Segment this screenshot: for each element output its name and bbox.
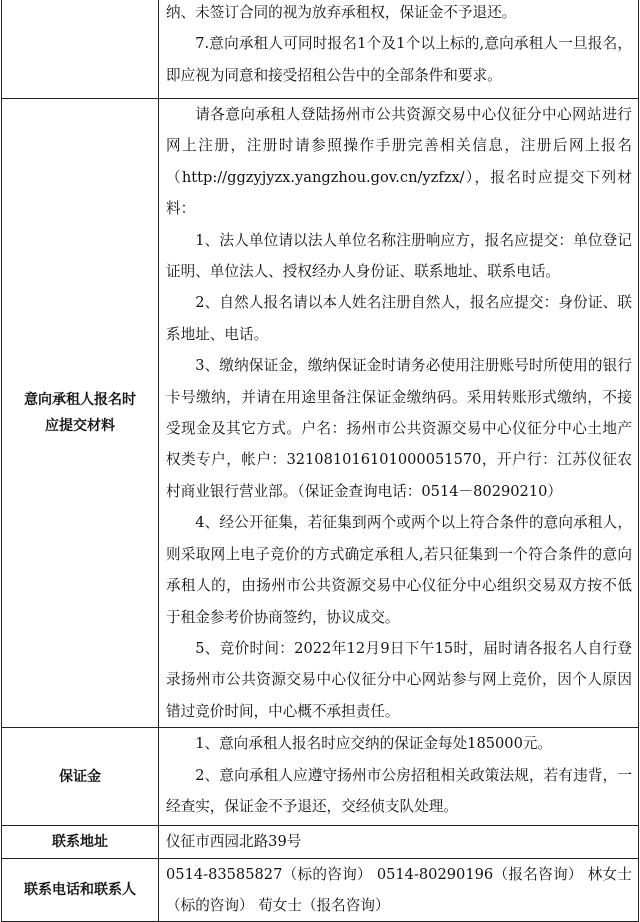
row-label: 联系电话和联系人: [2, 858, 159, 922]
paragraph: 2、意向承租人应遵守扬州市公房招租相关政策法规，若有违背，一经查实，保证金不予退还，交经侦支队处理。: [166, 766, 632, 815]
paragraph: 1、法人单位请以法人单位名称注册响应方，报名应提交：单位登记证明、单位法人、授权经办人身份证、联系地址、联系电话。: [166, 231, 632, 281]
paragraph: 0514-83585827（标的咨询） 0514-80290196（报名咨询） 林女士（标的咨询） 荀女士（报名咨询）: [166, 865, 632, 914]
table-row: [2, 826, 639, 858]
paragraph: 5、竞价时间：2022年12月9日下午15时，届时请各报名人自行登录扬州市公共资源交易中心仪征分中心网站参与网上竞价，因个人原因错过竞价时间，中心概不承担责任。: [166, 639, 632, 720]
row-label-empty: [2, 0, 159, 99]
notice-table: [1, 0, 639, 922]
table-row: [2, 858, 639, 922]
paragraph: 请各意向承租人登陆扬州市公共资源交易中心仪征分中心网站进行网上注册，注册时请参照操作手册完善相关信息，注册后网上报名（http://ggzyjyzx.yangzhou.gov.cn/yzfzx/），报名时应提交下列材料：: [166, 106, 632, 218]
row-value: [159, 0, 639, 99]
table-row: [2, 728, 639, 826]
paragraph: 1、意向承租人报名时应交纳的保证金每处185000元。: [195, 735, 553, 753]
row-value: [159, 858, 639, 922]
row-label-line: 意向承租人报名时: [24, 392, 136, 409]
paragraph: 2、自然人报名请以本人姓名注册自然人，报名应提交：身份证、联系地址、电话。: [166, 294, 632, 343]
row-label: 联系地址: [2, 826, 159, 858]
paragraph: 4、经公开征集，若征集到两个或两个以上符合条件的意向承租人，则采取网上电子竞价的方式确定承租人,若只征集到一个符合条件的意向承租人的，由扬州市公共资源交易中心仪征分中心组织交易双方按不低于租金参考价协商签约，协议成交。: [166, 514, 632, 626]
row-label: 保证金: [2, 728, 159, 826]
paragraph: 7.意向承租人可同时报名1个及1个以上标的,意向承租人一旦报名，即应视为同意和接受招租公告中的全部条件和要求。: [166, 35, 632, 84]
row-value: [159, 826, 639, 858]
paragraph: 纳、未签订合同的视为放弃承租权，保证金不予退还。: [166, 4, 517, 21]
row-label-line: 应提交材料: [45, 418, 115, 435]
row-value: [159, 99, 639, 728]
table-row: [2, 0, 639, 99]
row-label: [2, 99, 159, 728]
table-row: [2, 99, 639, 728]
paragraph: 仪征市西园北路39号: [166, 833, 302, 851]
paragraph: 3、缴纳保证金，缴纳保证金时请务必使用注册账号时所使用的银行卡号缴纳，并请在用途里备注保证金缴纳码。采用转账形式缴纳，不接受现金及其它方式。户名：扬州市公共资源交易中心仪征分中心土地产权类专户，帐户：321081016101000051570，开户行：江苏仪征农村商业银行营业部。（保证金查询电话：0514－80290210）: [166, 357, 632, 500]
row-value: [159, 728, 639, 826]
